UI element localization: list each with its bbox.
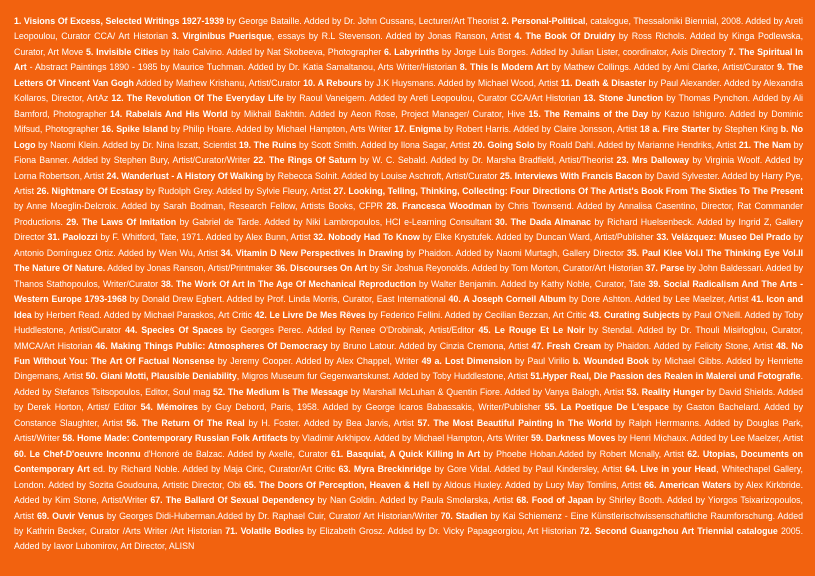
list-item <box>111 93 583 103</box>
book-title: 7. The Spiritual In Art <box>14 46 803 73</box>
book-title: 55. La Poetique De L'espace <box>544 402 669 413</box>
list-item <box>473 140 739 150</box>
book-details: by John Baldessari. Added by Thanos Stathopoulos, Writer/Curator <box>14 263 803 289</box>
book-details: by Elke Krystufek. Added by Duncan Ward, Artist/Publisher <box>419 232 657 243</box>
list-item <box>213 387 627 397</box>
book-details: by J.K Huysmans. Added by Michael Wood, Artist <box>361 77 561 88</box>
book-details: by Paul O'Neill. Added by Toby Huddlestone, Artist/Curator <box>14 309 803 336</box>
book-details: by Jorge Luis Borges. Added by Julian Lister, coordinator, Axis Directory <box>439 46 729 57</box>
book-details: by Anne Moeglin-Delcroix. Added by Sarah Bodman, Research Fellow, Artists Books, CFPR <box>14 201 387 212</box>
book-title: 59. Darkness Moves <box>530 433 616 444</box>
book-details: 2005. Added by Iavor Lubomirov, Art Director, ALISN <box>14 525 803 552</box>
book-details: by Chris Townsend. Added by Annalisa Casentino, Director, Rat Commander Productions. <box>14 201 803 227</box>
book-title: 6. Labyrinths <box>383 46 440 57</box>
list-item <box>172 31 515 41</box>
book-details: by Henri Michaux. Added by Lee Maelzer, Artist <box>615 433 803 444</box>
list-item <box>313 232 656 242</box>
list-item <box>239 140 473 150</box>
book-title: 72. Second Guangzhou Art Triennial catalogue <box>579 525 778 536</box>
book-title: 60. Le Chef-D'oeuvre Inconnu <box>14 448 141 459</box>
list-item <box>86 371 531 381</box>
book-details: by Philip Hoare. Added by Michael Hampton, Arts Writer <box>168 124 395 135</box>
list-item <box>221 248 627 258</box>
book-list <box>14 14 803 569</box>
list-item <box>150 495 516 505</box>
list-item <box>37 186 334 196</box>
book-details: by Thomas Pynchon. Added by Ali Bamford, Photographer <box>14 93 803 119</box>
list-item <box>66 217 495 227</box>
book-title: 27. Looking, Telling, Thinking, Collecting: Four Directions Of The Artist's Book From The Sixties To The Present <box>333 185 803 196</box>
book-title: 42. Le Livre De Mes Rêves <box>254 309 366 320</box>
book-details: by Rebecca Solnit. Added by Louise Aschroft, Artist/Curator <box>263 170 500 181</box>
book-title: 70. Stadien <box>440 510 488 521</box>
book-title: 58. Home Made: Contemporary Russian Folk Artifacts <box>62 433 288 444</box>
list-item <box>331 449 687 459</box>
book-details: by Jeremy Cooper. Added by Alex Chappel, Writer <box>214 355 422 366</box>
book-details: by Nan Goldin. Added by Paula Smolarska, Artist <box>314 495 517 506</box>
list-item <box>253 155 616 165</box>
book-title: 8. This Is Modern Art <box>459 62 549 73</box>
list-item <box>125 325 478 335</box>
book-details: by Gabriel de Tarde. Added by Niki Lambropoulos, HCI e-Learning Consultant <box>176 216 496 227</box>
book-title: 13. Stone Junction <box>583 93 664 104</box>
book-title: 17. Enigma <box>394 124 442 135</box>
book-title: 37. Parse <box>645 263 685 274</box>
book-title: 29. The Laws Of Imitation <box>66 216 177 227</box>
book-details: by Italo Calvino. Added by Nat Skobeeva, Photographer <box>158 46 384 57</box>
book-title: 5. Invisible Cities <box>86 46 159 57</box>
book-title: 38. The Work Of Art In The Age Of Mechanical Reproduction <box>160 278 416 289</box>
book-details: by Federico Fellini. Added by Cecilian Bezzan, Art Critic <box>365 309 590 320</box>
book-title: 67. The Ballard Of Sexual Dependency <box>150 495 315 506</box>
book-title: 18 a. Fire Starter <box>639 124 710 135</box>
book-title: 28. Francesca Woodman <box>386 201 492 212</box>
book-title: 40. A Joseph Corneil Album <box>448 294 567 305</box>
book-details: by David Sylvester. Added by Harry Pye, Artist <box>14 170 803 196</box>
book-title: 31. Paolozzi <box>47 232 98 243</box>
book-details: by Ralph Herrmanns. Added by Douglas Park, Artist/Writer <box>14 417 803 444</box>
list-item <box>255 310 590 320</box>
book-details: by Kazuo Ishiguro. Added by Dominic Mifsud, Photographer <box>14 108 803 135</box>
book-title: 53. Reality Hunger <box>626 386 704 397</box>
list-item <box>101 124 394 134</box>
book-title: 41. Icon and Idea <box>14 294 803 320</box>
book-title: 2. Personal-Political <box>501 16 586 26</box>
book-title: 14. Rabelais And His World <box>110 108 228 119</box>
book-title: 54. Mémoires <box>140 402 198 413</box>
book-title: 57. The Most Beautiful Painting In The World <box>417 417 613 428</box>
book-details: by Gaston Bachelard. Added by Constance Slaughter, Artist <box>14 402 803 428</box>
book-details: by Georges Perec. Added by Renee O'Drobinak, Artist/Editor <box>223 325 479 336</box>
book-title: 1. Visions Of Excess, Selected Writings 1927-1939 <box>14 16 225 26</box>
book-title: 22. The Rings Of Saturn <box>253 155 357 166</box>
book-details: by Vladimir Arkhipov. Added by Michael Hampton, Arts Writer <box>287 433 531 444</box>
book-details: by Ross Richols. Added by Kinga Podlewska, Curator, Art Move <box>14 31 803 57</box>
book-title: 19. The Ruins <box>238 139 297 150</box>
book-title: 30. The Dada Almanac <box>495 216 592 227</box>
book-details: by Bruno Latour. Added by Cinzia Cremona, Artist <box>327 340 532 351</box>
book-title: 39. Social Radicalism And The Arts - Western Europe 1793-1968 <box>14 278 803 305</box>
book-details: by Dore Ashton. Added by Lee Maelzer, Artist <box>566 294 752 305</box>
book-details: by Richard Huelsenbeck. Added by Ingrid Z, Gallery Director <box>14 216 803 243</box>
book-details: by Phoebe Hoban.Added by Robert Mcnally, Artist <box>480 448 688 459</box>
book-details: by W. C. Sebald. Added by Dr. Marsha Bradfield, Artist/Theorist <box>356 155 617 166</box>
book-details: by Mikhail Bakhtin. Added by Aeon Rose, Project Manager/ Curator, Hive <box>227 108 529 119</box>
list-item <box>303 78 561 88</box>
book-details: by Naomi Klein. Added by Dr. Nina Iszatt, Scientist <box>35 139 239 150</box>
book-title: 61. Basquiat, A Quick Killing In Art <box>330 448 481 459</box>
list-item <box>110 109 529 119</box>
list-item <box>14 16 502 26</box>
book-details: by Scott Smith. Added by Ilona Sagar, Artist <box>296 139 473 150</box>
book-title: 56. The Return Of The Real <box>126 417 245 428</box>
book-title: b. Wounded Book <box>572 355 649 366</box>
book-title: 71. Volatile Bodies <box>225 525 304 536</box>
book-details: , catalogue, Thessaloniki Biennial, 2008. Added by Areti Leopoulou, Curator CCA/ Art Historian <box>14 16 803 42</box>
book-details: by Rudolph Grey. Added by Sylvie Fleury, Artist <box>143 185 334 196</box>
book-details: by Elizabeth Grosz. Added by Dr. Vicky Papageorgiou, Art Historian <box>303 525 580 536</box>
book-details: by Fiona Banner. Added by Stephen Bury, Artist/Curator/Writer <box>14 139 803 166</box>
book-title: 15. The Remains of the Day <box>528 108 649 119</box>
book-title: 62. Utopias, Documents on Contemporary Art <box>14 448 803 475</box>
book-details: Added by Jonas Ranson, Artist/Printmaker <box>105 263 276 274</box>
list-item <box>161 279 648 289</box>
list-item <box>107 171 500 181</box>
list-item <box>460 62 777 72</box>
book-details: by Antonio Domínguez Ortiz. Added by Wen Wu, Artist <box>14 232 803 258</box>
list-item <box>62 433 531 443</box>
list-item <box>640 124 781 134</box>
book-details: by Paul Virilio <box>511 355 573 366</box>
book-details: by Phaidon. Added by Naomi Murtagh, Gallery Director <box>403 247 627 258</box>
book-details: by Aldous Huxley. Added by Lucy May Tomlins, Artist <box>429 479 645 490</box>
list-item <box>14 449 331 459</box>
book-title: 45. Le Rouge Et Le Noir <box>478 325 585 336</box>
book-details: by Roald Dahl. Added by Marianne Hendriks, Artist <box>534 139 739 150</box>
book-details: by Paul Alexander. Added by Alexandra Kollaros, Director, ArtAz <box>14 77 803 104</box>
book-details: by Gore Vidal. Added by Paul Kindersley, Artist <box>431 464 626 475</box>
book-details: by George Bataille. Added by Dr. John Cussans, Lecturer/Art Theorist <box>224 16 502 26</box>
book-details: by Stendal. Added by Dr. Thouli Misirloglou, Curator, MMCA/Art Historian <box>14 325 803 351</box>
book-title: 52. The Medium Is The Message <box>212 386 348 397</box>
book-title: 16. Spike Island <box>101 124 169 135</box>
list-item <box>244 480 644 490</box>
book-title: 4. The Book Of Druidry <box>514 31 616 42</box>
book-details: d'Honoré de Balzac. Added by Axelle, Curator <box>140 448 331 459</box>
book-details: by Shirley Booth. Added by Yiorgos Tsixarizopoulos, Artist <box>14 495 803 521</box>
list-item <box>394 124 640 134</box>
book-details: ed. by Richard Noble. Added by Maja Ciric, Curator/Art Critic <box>89 464 339 475</box>
book-title: 44. Species Of Spaces <box>125 325 224 336</box>
book-title: 34. Vitamin D New Perspectives In Drawing <box>220 247 404 258</box>
book-details: by Georges Didi-Huberman.Added by Dr. Raphael Cuir, Curator/ Art Historian/Writer <box>103 510 441 521</box>
book-details: , Whitechapel Gallery, London. Added by Sozita Goudouna, Artistic Director, Obi <box>14 464 803 490</box>
list-item <box>531 433 803 443</box>
book-title: 69. Ouvir Venus <box>36 510 104 521</box>
book-details: , essays by R.L Stevenson. Added by Jonas Ranson, Artist <box>271 31 515 42</box>
book-details: by Marshall McLuhan & Quentin Fiore. Added by Vanya Balogh, Artist <box>347 386 627 397</box>
list-item <box>225 526 579 536</box>
book-title: 9. The Letters Of Vincent Van Gogh <box>14 62 803 88</box>
book-details: by Michael Gibbs. Added by Henriette Dingemans, Artist <box>14 355 803 382</box>
book-title: 65. The Doors Of Perception, Heaven & Hell <box>243 479 430 490</box>
book-title: b. No Logo <box>14 124 803 150</box>
book-details: by F. Whitford, Tate, 1971. Added by Alex Bunn, Artist <box>97 232 314 243</box>
book-details: by Raoul Vaneigem. Added by Areti Leopoulou, Curator CCA/Art Historian <box>283 93 584 104</box>
book-details: , Migros Museum fur Gegenwartskunst. Added by Toby Huddlestone, Artist <box>236 371 531 382</box>
book-title: 11. Death & Disaster <box>560 77 646 88</box>
book-details: by Mathew Collings. Added by Ami Clarke, Artist/Curator <box>548 62 778 73</box>
book-details: by Kai Schiemenz - Eine Künstlerischwissenschaftliche Raumforschung. Added by Kathrin Becker, Curator /Arts Writer /Art Historian <box>14 510 803 536</box>
list-item <box>531 341 776 351</box>
book-details: by H. Foster. Added by Bea Jarvis, Artist <box>244 417 418 428</box>
list-item <box>422 356 573 366</box>
book-title: 36. Discourses On Art <box>275 263 368 274</box>
book-title: 12. The Revolution Of The Everyday Life <box>111 93 284 104</box>
book-title: 20. Going Solo <box>472 139 535 150</box>
book-title: 68. Food of Japan <box>516 495 594 506</box>
book-details: by David Shields. Added by Derek Horton, Artist/ Editor <box>14 386 803 413</box>
book-title: 49 a. Lost Dimension <box>421 355 512 366</box>
book-title: 25. Interviews With Francis Bacon <box>499 170 643 181</box>
book-details: by Guy Debord, Paris, 1958. Added by George Icaros Babassakis, Writer/Publisher <box>197 402 545 413</box>
list-item <box>141 402 545 412</box>
list-item <box>384 47 729 57</box>
book-title: 46. Making Things Public: Atmospheres Of Democracy <box>95 340 328 351</box>
book-details: by Phaidon. Added by Felicity Stone, Artist <box>601 340 776 351</box>
book-title: 21. The Nam <box>738 139 792 150</box>
book-title: 35. Paul Klee Vol.I The Thinking Eye Vol.II The Nature Of Nature. <box>14 247 803 274</box>
book-details: by Walter Benjamin. Added by Kathy Noble, Curator, Tate <box>416 278 649 289</box>
list-item <box>275 263 645 273</box>
book-title: 66. American Waters <box>644 479 732 490</box>
book-title: 23. Mrs Dalloway <box>616 155 690 166</box>
book-title: 24. Wanderlust - A History Of Walking <box>106 170 264 181</box>
book-details: . Added by Stefanos Tsitsopoulos, Editor, Soul mag <box>14 371 803 397</box>
book-details: Added by Mathew Krishanu, Artist/Curator <box>133 77 304 88</box>
book-title: 32. Nobody Had To Know <box>313 232 420 243</box>
list-item <box>126 418 417 428</box>
book-title: 48. No Fun Without You: The Art Of Factual Nonsense <box>14 340 803 366</box>
list-item <box>449 294 752 304</box>
list-item <box>37 511 441 521</box>
book-details: by Virginia Woolf. Added by Lorna Robertson, Artist <box>14 155 803 181</box>
book-details: by Alex Kirkbride. Added by Kim Stone, Artist/Writer <box>14 479 803 506</box>
book-title: 63. Myra Breckinridge <box>338 464 432 475</box>
book-details: by Herbert Read. Added by Michael Paraskos, Art Critic <box>31 309 255 320</box>
book-details: by Donald Drew Egbert. Added by Prof. Linda Morris, Curator, East International <box>126 294 449 305</box>
list-item <box>48 232 314 242</box>
list-item <box>338 464 625 474</box>
book-title: 51.Hyper Real, Die Passion des Realen in Malerei und Fotografie <box>530 371 801 382</box>
book-details: - Abstract Paintings 1890 - 1985 by Maurice Tuchman. Added by Dr. Katia Samaltanou, Arts Writer/Historian <box>26 62 460 73</box>
list-item <box>95 341 531 351</box>
list-item <box>86 47 384 57</box>
book-title: 3. Virginibus Puerisque <box>171 31 272 42</box>
book-title: 47. Fresh Cream <box>531 340 602 351</box>
book-title: 50. Giani Motti, Plausible Deniability <box>85 371 237 382</box>
book-title: 43. Curating Subjects <box>589 309 680 320</box>
book-details: by Sir Joshua Reyonolds. Added by Tom Morton, Curator/Art Historian <box>367 263 646 274</box>
book-title: 64. Live in your Head <box>625 464 717 475</box>
book-title: 26. Nightmare Of Ecstasy <box>36 185 144 196</box>
book-details: by Robert Harris. Added by Claire Jonsson, Artist <box>441 124 640 135</box>
book-title: 33. Velázquez: Museo Del Prado <box>656 232 791 243</box>
book-title: 10. A Rebours <box>303 77 362 88</box>
book-details: by Stephen King <box>709 124 781 135</box>
